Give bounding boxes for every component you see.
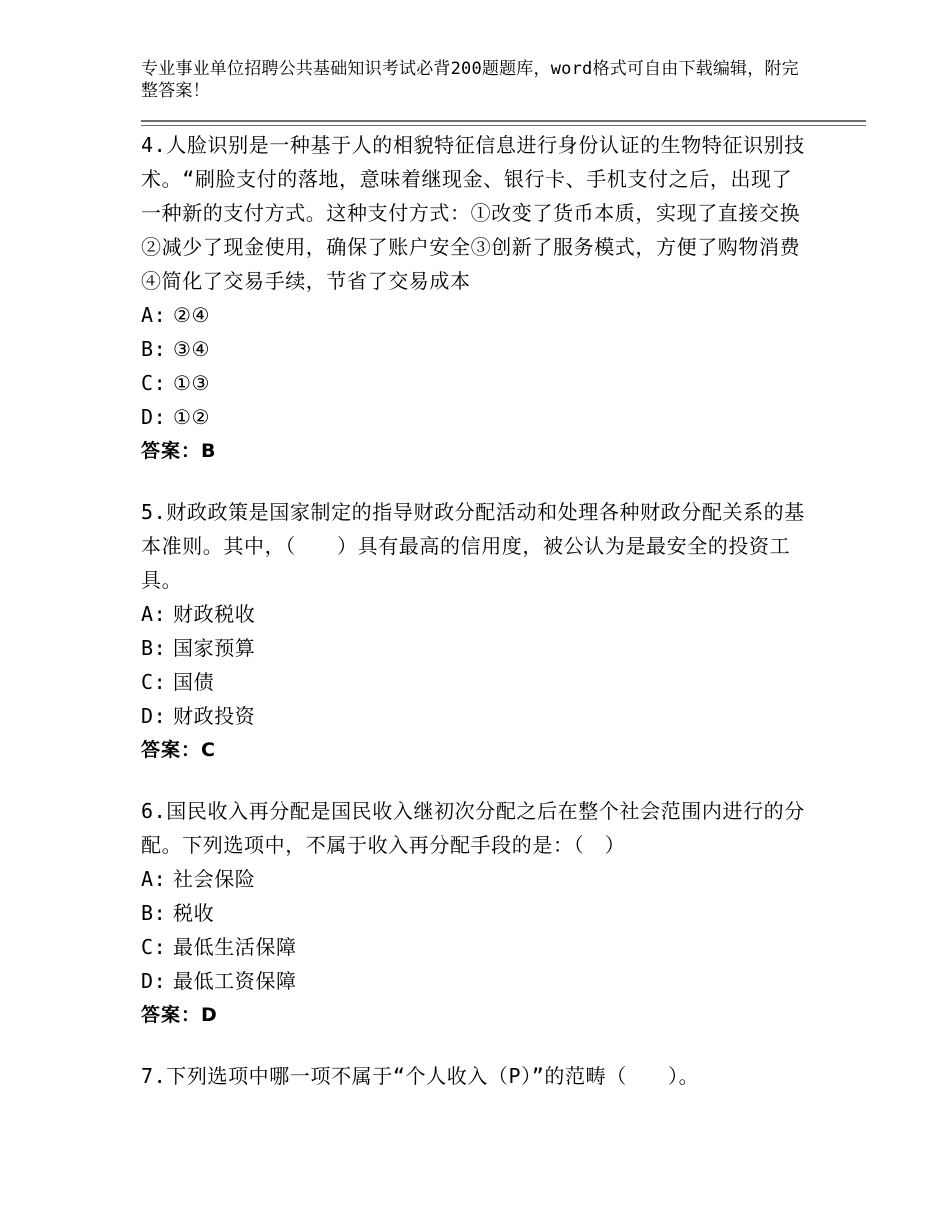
question-stem: 4.人脸识别是一种基于人的相貌特征信息进行身份认证的生物特征识别技术。“刷脸支付的落地，意味着继现金、银行卡、手机支付之后，出现了一种新的支付方式。这种支付方式：①改变了货币本质，实现了直接交换②减少了现金使用，确保了账户安全③创新了服务模式，方便了购物消费④简化了交易手续，节省了交易成本 bbox=[141, 133, 805, 293]
option-text: 最低生活保障 bbox=[173, 935, 297, 959]
option-a bbox=[141, 298, 811, 332]
question-stem: 6.国民收入再分配是国民收入继初次分配之后在整个社会范围内进行的分配。下列选项中，不属于收入再分配手段的是：（ ） bbox=[141, 799, 805, 857]
option-text: 税收 bbox=[173, 901, 215, 925]
question-stem: 5.财政政策是国家制定的指导财政分配活动和处理各种财政分配关系的基本准则。其中，（ ）具有最高的信用度，被公认为是最安全的投资工具。 bbox=[141, 500, 805, 592]
option-c bbox=[141, 930, 811, 964]
option-text: 财政税收 bbox=[173, 602, 256, 626]
header-rule-thin bbox=[141, 125, 866, 126]
option-key: D: bbox=[141, 405, 167, 429]
option-text: 最低工资保障 bbox=[173, 969, 297, 993]
option-b bbox=[141, 896, 811, 930]
option-key: C: bbox=[141, 935, 167, 959]
option-key: B: bbox=[141, 636, 167, 660]
document-header bbox=[141, 58, 801, 102]
header-rule-thick bbox=[141, 120, 866, 122]
option-key: B: bbox=[141, 337, 167, 361]
option-c bbox=[141, 366, 811, 400]
question-7 bbox=[141, 1059, 811, 1093]
option-key: C: bbox=[141, 670, 167, 694]
option-d bbox=[141, 400, 811, 434]
question-4 bbox=[141, 128, 811, 468]
option-c bbox=[141, 665, 811, 699]
option-key: C: bbox=[141, 371, 167, 395]
option-key: B: bbox=[141, 901, 167, 925]
option-key: D: bbox=[141, 704, 167, 728]
option-d bbox=[141, 964, 811, 998]
option-b bbox=[141, 631, 811, 665]
answer-line: 答案：D bbox=[141, 1004, 218, 1026]
option-text: 财政投资 bbox=[173, 704, 256, 728]
option-text: 国债 bbox=[173, 670, 215, 694]
option-text: ①③ bbox=[173, 371, 211, 395]
option-text: 社会保险 bbox=[173, 867, 256, 891]
option-a bbox=[141, 862, 811, 896]
answer-line: 答案：C bbox=[141, 739, 216, 761]
option-list bbox=[141, 298, 811, 434]
option-b bbox=[141, 332, 811, 366]
question-list bbox=[141, 128, 811, 1120]
option-key: A: bbox=[141, 867, 167, 891]
option-key: A: bbox=[141, 602, 167, 626]
option-a bbox=[141, 597, 811, 631]
option-list bbox=[141, 862, 811, 998]
question-5 bbox=[141, 495, 811, 767]
option-key: D: bbox=[141, 969, 167, 993]
option-text: ①② bbox=[173, 405, 211, 429]
option-text: ②④ bbox=[173, 303, 211, 327]
question-stem: 7.下列选项中哪一项不属于“个人收入（P）”的范畴（ ）。 bbox=[141, 1064, 700, 1088]
option-d bbox=[141, 699, 811, 733]
question-6 bbox=[141, 794, 811, 1032]
answer-line: 答案：B bbox=[141, 440, 217, 462]
option-list bbox=[141, 597, 811, 733]
option-key: A: bbox=[141, 303, 167, 327]
option-text: ③④ bbox=[173, 337, 211, 361]
option-text: 国家预算 bbox=[173, 636, 256, 660]
header-text: 专业事业单位招聘公共基础知识考试必背200题题库，word格式可自由下载编辑，附完整答案！ bbox=[141, 59, 799, 101]
